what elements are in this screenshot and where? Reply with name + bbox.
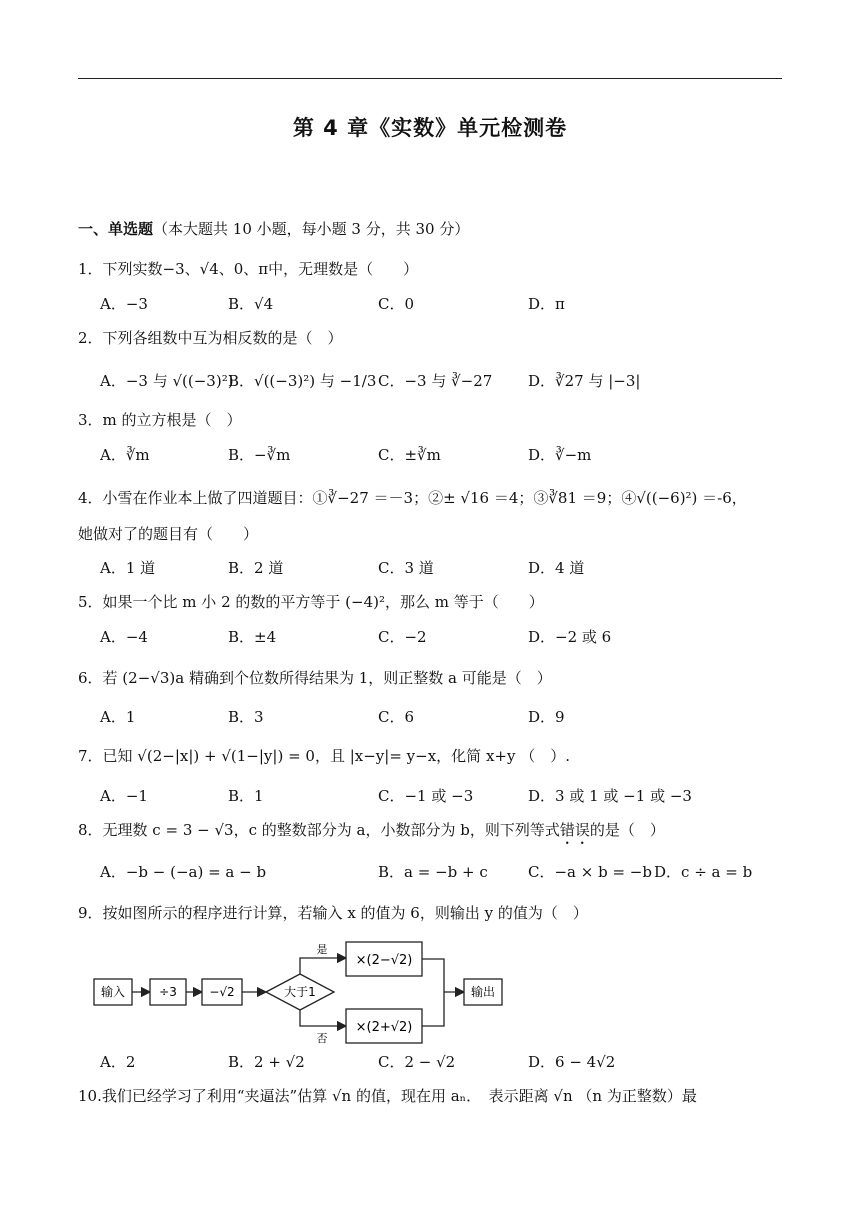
page-title: 第 4 章《实数》单元检测卷 <box>292 116 568 140</box>
q1-option-d[interactable]: D．π <box>528 295 565 313</box>
q4-option-c[interactable]: C．3 道 <box>378 559 434 577</box>
flow-input-label: 输入 <box>100 985 126 999</box>
question-3-stem: 3．m 的立方根是（ ） <box>78 411 242 429</box>
question-4-stem: 4．小雪在作业本上做了四道题目：①∛−27 ＝－3；②± √16 ＝4；③∛81 ＝9；④√((−6)²) ＝-6， <box>78 489 747 507</box>
flow-divide-label: ÷3 <box>159 985 177 999</box>
q3-option-c[interactable]: C．±∛m <box>378 446 441 464</box>
flow-output-label: 输出 <box>470 985 496 999</box>
q5-option-d[interactable]: D．−2 或 6 <box>528 628 612 646</box>
q8-option-d[interactable]: D．c ÷ a = b <box>654 863 753 881</box>
q6-option-a[interactable]: A．1 <box>100 708 136 726</box>
section-heading <box>78 219 469 239</box>
flow-minus-label: −√2 <box>209 985 235 999</box>
q8-stem-emphasis: 错误 <box>559 821 590 839</box>
q3-option-d[interactable]: D．∛−m <box>528 446 592 464</box>
q2-option-a[interactable]: A．−3 与 √((−3)²) <box>100 372 234 390</box>
q1-option-b[interactable]: B．√4 <box>228 295 274 313</box>
q8-option-c[interactable]: C．−a × b = −b <box>528 863 652 881</box>
q5-option-b[interactable]: B．±4 <box>228 628 277 646</box>
section-note: （本大题共 10 小题，每小题 3 分，共 30 分） <box>153 220 470 238</box>
q9-option-a[interactable]: A．2 <box>100 1053 136 1071</box>
question-4-stem-cont: 她做对了的题目有（ ） <box>78 525 259 543</box>
q9-option-d[interactable]: D．6 − 4√2 <box>528 1053 616 1071</box>
question-1-stem: 1．下列实数−3、√4、0、π中，无理数是（ ） <box>78 260 419 278</box>
q4-option-a[interactable]: A．1 道 <box>100 559 156 577</box>
flow-yes-op-label: ×(2−√2) <box>355 953 413 968</box>
section-label: 一、单选题 <box>78 220 154 238</box>
question-10-stem: 10.我们已经学习了利用“夹逼法”估算 √n 的值，现在用 aₙ． 表示距离 √n （n 为正整数）最 <box>78 1087 697 1105</box>
q6-option-c[interactable]: C．6 <box>378 708 415 726</box>
question-6-stem: 6．若 (2−√3)a 精确到个位数所得结果为 1，则正整数 a 可能是（ ） <box>78 669 552 687</box>
q7-option-b[interactable]: B．1 <box>228 787 264 805</box>
q2-option-d[interactable]: D．∛27 与 |−3| <box>528 372 641 390</box>
q8-option-b[interactable]: B．a = −b + c <box>378 863 488 881</box>
question-8-stem <box>78 820 665 848</box>
q4-option-b[interactable]: B．2 道 <box>228 559 284 577</box>
question-2-stem: 2．下列各组数中互为相反数的是（ ） <box>78 329 343 347</box>
q6-option-d[interactable]: D．9 <box>528 708 565 726</box>
q5-option-c[interactable]: C．−2 <box>378 628 427 646</box>
q2-option-c[interactable]: C．−3 与 ∛−27 <box>378 372 493 390</box>
flow-no-op-label: ×(2+√2) <box>355 1020 413 1035</box>
program-flowchart <box>92 938 512 1048</box>
q4-option-d[interactable]: D．4 道 <box>528 559 585 577</box>
q3-option-a[interactable]: A．∛m <box>100 446 150 464</box>
q1-option-a[interactable]: A．−3 <box>100 295 148 313</box>
q7-option-c[interactable]: C．−1 或 −3 <box>378 787 474 805</box>
flow-decision-label: 大于1 <box>284 985 316 999</box>
question-5-stem: 5．如果一个比 m 小 2 的数的平方等于 (−4)²，那么 m 等于（ ） <box>78 593 544 611</box>
question-9-stem: 9．按如图所示的程序进行计算，若输入 x 的值为 6，则输出 y 的值为（ ） <box>78 904 588 922</box>
q8-stem-a: 8．无理数 c = 3 − √3，c 的整数部分为 a，小数部分为 b，则下列等式 <box>78 821 560 839</box>
q9-option-c[interactable]: C．2 − √2 <box>378 1053 456 1071</box>
q5-option-a[interactable]: A．−4 <box>100 628 148 646</box>
q7-option-d[interactable]: D．3 或 1 或 −1 或 −3 <box>528 787 692 805</box>
q3-option-b[interactable]: B．−∛m <box>228 446 291 464</box>
question-7-stem: 7．已知 √(2−|x|) + √(1−|y|) = 0，且 |x−y|= y−x，化简 x+y （ ）. <box>78 747 570 765</box>
flow-no-label: 否 <box>316 1032 328 1045</box>
q8-stem-c: 的是（ ） <box>589 821 665 839</box>
q6-option-b[interactable]: B．3 <box>228 708 264 726</box>
header-rule <box>78 78 782 79</box>
flow-yes-label: 是 <box>316 943 328 956</box>
q8-option-a[interactable]: A．−b − (−a) = a − b <box>100 863 267 881</box>
q2-option-b[interactable]: B．√((−3)²) 与 −1/3 <box>228 372 377 390</box>
q9-option-b[interactable]: B．2 + √2 <box>228 1053 305 1071</box>
q7-option-a[interactable]: A．−1 <box>100 787 148 805</box>
q1-option-c[interactable]: C．0 <box>378 295 415 313</box>
